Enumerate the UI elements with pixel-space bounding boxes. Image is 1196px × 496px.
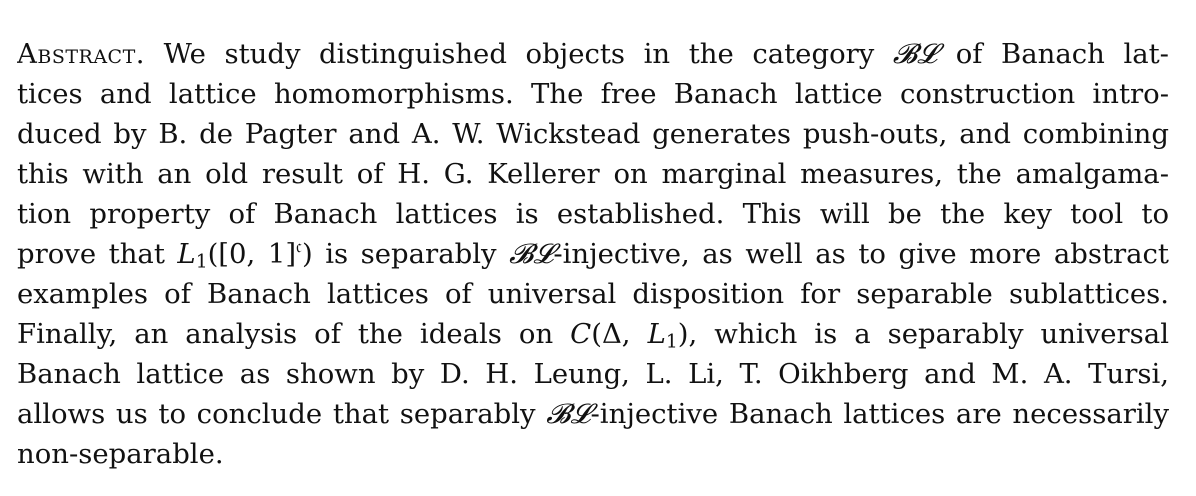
math-C: C: [570, 318, 592, 350]
category-symbol: 𝓑𝓛: [546, 398, 591, 430]
abstract-line-10: allows us to conclude that separably 𝓑𝓛-injective Banach lattices are necessarily: [17, 398, 1169, 430]
abstract-line-1: Abstract. We study distinguished objects in the category 𝓑𝓛 of Banach lat-: [17, 38, 1169, 70]
category-symbol: 𝓑𝓛: [509, 238, 554, 270]
math-L-subscript: 1: [195, 251, 208, 273]
math-L: L: [177, 238, 196, 270]
abstract-heading: Abstract.: [17, 38, 145, 70]
abstract: [17, 34, 1169, 474]
math-continuum-superscript: 𝔠: [296, 236, 302, 258]
math-L1: L: [647, 318, 666, 350]
abstract-line-3: duced by B. de Pagter and A. W. Wickstead generates push-outs, and combining: [17, 118, 1169, 150]
category-symbol: 𝓑𝓛: [892, 38, 938, 70]
abstract-line-5: tion property of Banach lattices is established. This will be the key tool to: [17, 198, 1169, 230]
math-L1-subscript: 1: [665, 331, 678, 353]
abstract-line-7: examples of Banach lattices of universal disposition for separable sublattices.: [17, 278, 1169, 310]
abstract-line-4: this with an old result of H. G. Kellerer on marginal measures, the amalgama-: [17, 158, 1169, 190]
abstract-line-6: prove that $L_1([0$, 1]$^𝔠$) is separably 𝓑𝓛-injective, as well as to give more abstract: [17, 236, 1169, 273]
abstract-line-11: non-separable.: [17, 438, 224, 470]
abstract-line-9: Banach lattice as shown by D. H. Leung, L. Li, T. Oikhberg and M. A. Tursi,: [17, 358, 1169, 390]
abstract-line-2: tices and lattice homomorphisms. The free Banach lattice construction intro-: [17, 78, 1169, 110]
abstract-line-8: Finally, an analysis of the ideals on C(Δ, $L_1$), which is a separably universal: [17, 318, 1169, 353]
